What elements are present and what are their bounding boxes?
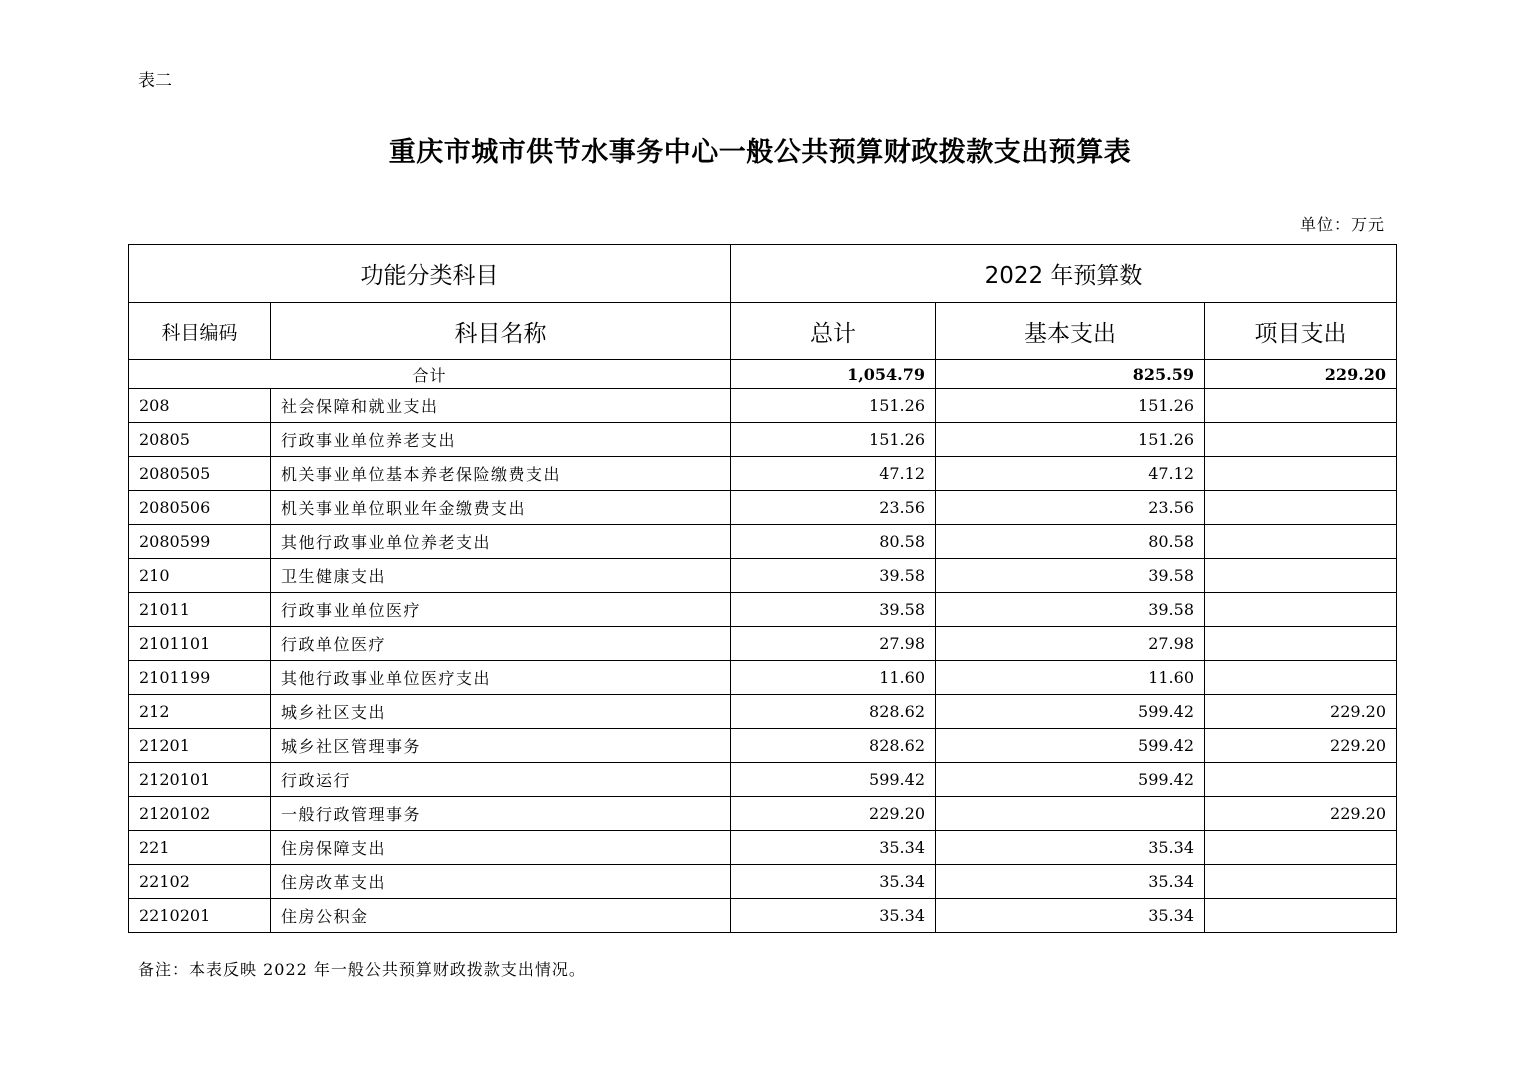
header-group-row <box>129 245 1397 303</box>
row-basic: 80.58 <box>936 525 1205 559</box>
header-project: 项目支出 <box>1205 303 1397 360</box>
table-row <box>129 593 1397 627</box>
table-row <box>129 389 1397 423</box>
table-row <box>129 627 1397 661</box>
row-basic: 151.26 <box>936 423 1205 457</box>
row-basic: 599.42 <box>936 763 1205 797</box>
row-name: 行政事业单位医疗 <box>271 593 731 627</box>
table-row <box>129 559 1397 593</box>
row-name: 其他行政事业单位医疗支出 <box>271 661 731 695</box>
header-code: 科目编码 <box>129 303 271 360</box>
summary-row <box>129 360 1397 389</box>
row-total: 47.12 <box>731 457 936 491</box>
row-total: 229.20 <box>731 797 936 831</box>
row-basic: 27.98 <box>936 627 1205 661</box>
summary-project: 229.20 <box>1205 360 1397 389</box>
row-project <box>1205 831 1397 865</box>
row-name: 行政运行 <box>271 763 731 797</box>
table-row <box>129 695 1397 729</box>
row-project <box>1205 389 1397 423</box>
row-basic <box>936 797 1205 831</box>
row-total: 27.98 <box>731 627 936 661</box>
row-basic: 151.26 <box>936 389 1205 423</box>
row-total: 23.56 <box>731 491 936 525</box>
header-name: 科目名称 <box>271 303 731 360</box>
row-name: 行政事业单位养老支出 <box>271 423 731 457</box>
table-row <box>129 797 1397 831</box>
row-total: 828.62 <box>731 695 936 729</box>
row-total: 39.58 <box>731 559 936 593</box>
row-code: 2210201 <box>129 899 271 933</box>
header-total: 总计 <box>731 303 936 360</box>
row-code: 2120102 <box>129 797 271 831</box>
row-name: 行政单位医疗 <box>271 627 731 661</box>
row-project <box>1205 899 1397 933</box>
row-project: 229.20 <box>1205 695 1397 729</box>
row-name: 城乡社区支出 <box>271 695 731 729</box>
row-code: 208 <box>129 389 271 423</box>
budget-table <box>128 244 1397 933</box>
table-row <box>129 457 1397 491</box>
row-code: 2101101 <box>129 627 271 661</box>
row-basic: 47.12 <box>936 457 1205 491</box>
row-basic: 35.34 <box>936 865 1205 899</box>
row-project <box>1205 423 1397 457</box>
row-basic: 35.34 <box>936 831 1205 865</box>
row-project <box>1205 661 1397 695</box>
summary-total: 1,054.79 <box>731 360 936 389</box>
row-name: 其他行政事业单位养老支出 <box>271 525 731 559</box>
row-total: 80.58 <box>731 525 936 559</box>
row-total: 35.34 <box>731 865 936 899</box>
row-project <box>1205 491 1397 525</box>
row-basic: 39.58 <box>936 559 1205 593</box>
row-total: 599.42 <box>731 763 936 797</box>
row-name: 卫生健康支出 <box>271 559 731 593</box>
header-basic: 基本支出 <box>936 303 1205 360</box>
row-code: 2101199 <box>129 661 271 695</box>
table-row <box>129 899 1397 933</box>
table-row <box>129 763 1397 797</box>
row-total: 35.34 <box>731 899 936 933</box>
summary-label: 合计 <box>129 360 731 389</box>
row-total: 35.34 <box>731 831 936 865</box>
row-total: 151.26 <box>731 389 936 423</box>
row-basic: 11.60 <box>936 661 1205 695</box>
row-code: 221 <box>129 831 271 865</box>
header-column-row <box>129 303 1397 360</box>
table-row <box>129 865 1397 899</box>
row-name: 一般行政管理事务 <box>271 797 731 831</box>
row-code: 210 <box>129 559 271 593</box>
row-code: 2120101 <box>129 763 271 797</box>
row-code: 20805 <box>129 423 271 457</box>
summary-basic: 825.59 <box>936 360 1205 389</box>
row-project <box>1205 457 1397 491</box>
remark-note: 备注：本表反映 2022 年一般公共预算财政拨款支出情况。 <box>138 960 586 979</box>
row-code: 2080599 <box>129 525 271 559</box>
row-basic: 39.58 <box>936 593 1205 627</box>
sheet-label: 表二 <box>138 71 172 91</box>
table-row <box>129 491 1397 525</box>
row-project: 229.20 <box>1205 729 1397 763</box>
table-row <box>129 525 1397 559</box>
row-name: 机关事业单位职业年金缴费支出 <box>271 491 731 525</box>
table-row <box>129 729 1397 763</box>
row-basic: 599.42 <box>936 695 1205 729</box>
row-code: 22102 <box>129 865 271 899</box>
table-row <box>129 423 1397 457</box>
header-function-category: 功能分类科目 <box>129 245 731 303</box>
row-total: 11.60 <box>731 661 936 695</box>
unit-note: 单位：万元 <box>1299 215 1385 234</box>
row-code: 2080506 <box>129 491 271 525</box>
row-project: 229.20 <box>1205 797 1397 831</box>
row-project <box>1205 627 1397 661</box>
row-name: 住房保障支出 <box>271 831 731 865</box>
page-title: 重庆市城市供节水事务中心一般公共预算财政拨款支出预算表 <box>388 137 1132 168</box>
row-name: 住房改革支出 <box>271 865 731 899</box>
table-row <box>129 831 1397 865</box>
table-row <box>129 661 1397 695</box>
row-basic: 599.42 <box>936 729 1205 763</box>
row-project <box>1205 865 1397 899</box>
row-code: 21201 <box>129 729 271 763</box>
row-project <box>1205 559 1397 593</box>
row-code: 21011 <box>129 593 271 627</box>
row-total: 39.58 <box>731 593 936 627</box>
row-total: 151.26 <box>731 423 936 457</box>
row-project <box>1205 763 1397 797</box>
row-name: 住房公积金 <box>271 899 731 933</box>
row-name: 社会保障和就业支出 <box>271 389 731 423</box>
row-name: 城乡社区管理事务 <box>271 729 731 763</box>
row-code: 2080505 <box>129 457 271 491</box>
header-budget-year: 2022 年预算数 <box>731 245 1397 303</box>
row-name: 机关事业单位基本养老保险缴费支出 <box>271 457 731 491</box>
row-project <box>1205 525 1397 559</box>
row-code: 212 <box>129 695 271 729</box>
row-project <box>1205 593 1397 627</box>
row-total: 828.62 <box>731 729 936 763</box>
row-basic: 23.56 <box>936 491 1205 525</box>
row-basic: 35.34 <box>936 899 1205 933</box>
